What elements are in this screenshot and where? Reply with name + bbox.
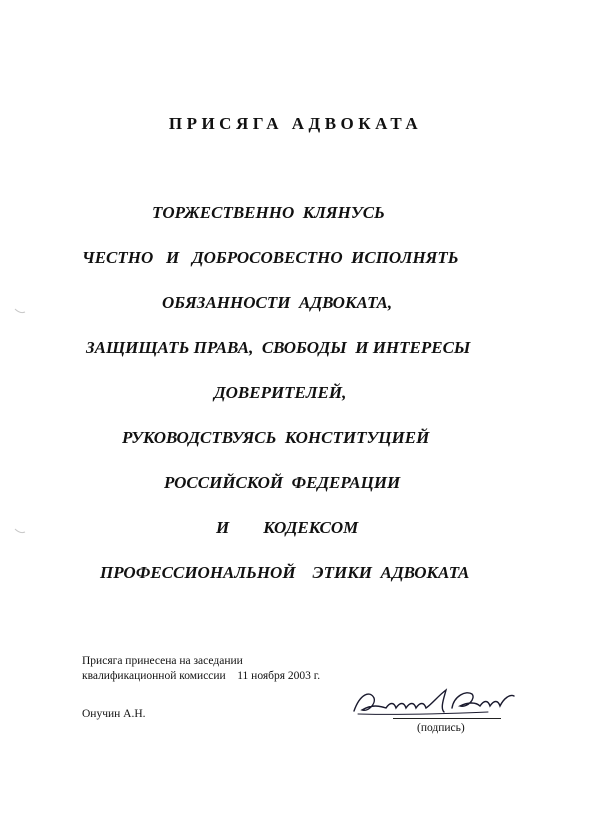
signature-caption: (подпись) [417, 722, 465, 734]
oath-line-8: И КОДЕКСОМ [216, 518, 359, 537]
attorney-name: Онучин А.Н. [82, 708, 146, 720]
oath-line-6: РУКОВОДСТВУЯСЬ КОНСТИТУЦИЕЙ [122, 428, 430, 447]
oath-line-9: ПРОФЕССИОНАЛЬНОЙ ЭТИКИ АДВОКАТА [100, 563, 470, 582]
punch-hole-mark-top [14, 308, 26, 314]
document-title: ПРИСЯГА АДВОКАТА [168, 114, 423, 133]
session-note: Присяга принесена на заседании [82, 655, 243, 667]
signature-line [393, 718, 501, 719]
oath-line-5: ДОВЕРИТЕЛЕЙ, [214, 383, 347, 402]
oath-line-2: ЧЕСТНО И ДОБРОСОВЕСТНО ИСПОЛНЯТЬ [82, 248, 459, 267]
oath-line-1: ТОРЖЕСТВЕННО КЛЯНУСЬ [152, 203, 385, 222]
commission-date: квалификационной комиссии 11 ноября 2003 г. [82, 670, 321, 682]
oath-line-3: ОБЯЗАННОСТИ АДВОКАТА, [162, 293, 393, 312]
oath-line-7: РОССИЙСКОЙ ФЕДЕРАЦИИ [164, 473, 401, 492]
punch-hole-mark-bottom [14, 528, 26, 534]
oath-line-4: ЗАЩИЩАТЬ ПРАВА, СВОБОДЫ И ИНТЕРЕСЫ [86, 338, 471, 357]
handwritten-signature [348, 684, 518, 720]
